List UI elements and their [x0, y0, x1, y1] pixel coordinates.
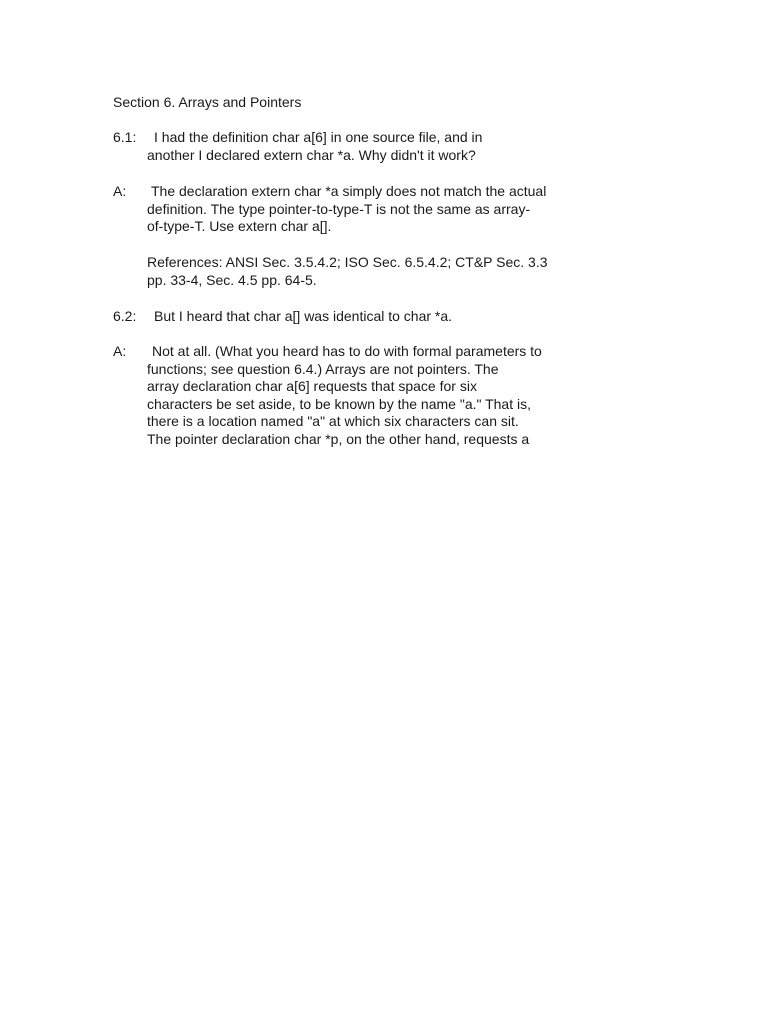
- question-line: But I heard that char a[] was identical to char *a.: [154, 308, 453, 324]
- reference-line: References: ANSI Sec. 3.5.4.2; ISO Sec. 6.5.4.2; CT&P Sec. 3.3: [147, 254, 548, 270]
- question-line: another I declared extern char *a. Why didn't it work?: [147, 146, 476, 163]
- answer-6-2: [113, 343, 633, 448]
- answer-label: A:: [113, 343, 127, 359]
- answer-line: there is a location named "a" at which six characters can sit.: [147, 413, 519, 429]
- question-row: [113, 308, 633, 326]
- answer-line: functions; see question 6.4.) Arrays are not pointers. The: [147, 360, 499, 377]
- answer-line: definition. The type pointer-to-type-T is not the same as array-: [147, 200, 531, 217]
- answer-label: A:: [113, 183, 127, 199]
- question-line: I had the definition char a[6] in one source file, and in: [154, 129, 483, 145]
- answer-line: characters be set aside, to be known by the name "a." That is,: [147, 395, 532, 412]
- question-number: 6.2:: [113, 308, 137, 324]
- question-number: 6.1:: [113, 129, 137, 145]
- references-6-1: [147, 254, 548, 289]
- reference-line: pp. 33-4, Sec. 4.5 pp. 64-5.: [147, 271, 317, 288]
- question-6-1: [113, 129, 633, 164]
- answer-row: [113, 343, 633, 448]
- answer-line: The pointer declaration char *p, on the other hand, requests a: [147, 430, 530, 447]
- answer-line: of-type-T. Use extern char a[].: [147, 218, 332, 234]
- answer-6-1: [113, 183, 633, 236]
- answer-line: Not at all. (What you heard has to do with formal parameters to: [152, 343, 542, 359]
- question-6-2: [113, 308, 633, 326]
- section-title: Section 6. Arrays and Pointers: [113, 94, 302, 110]
- question-row: [113, 129, 633, 164]
- answer-row: [113, 183, 633, 236]
- answer-line: array declaration char a[6] requests that space for six: [147, 378, 477, 394]
- answer-line: The declaration extern char *a simply does not match the actual: [151, 183, 547, 199]
